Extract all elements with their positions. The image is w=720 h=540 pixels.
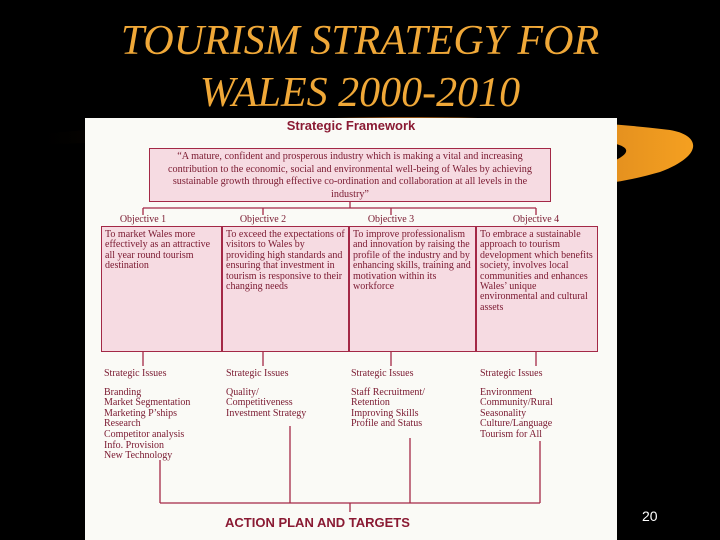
- issue-item: Market Segmentation: [104, 397, 191, 409]
- issue-item: Culture/Language: [480, 418, 553, 430]
- issue-item: Environment: [480, 386, 533, 398]
- objective-2-box: To exceed the expectations of visitors to Wales by providing high standards and ensuring that investment in tourism is responsive to their changing needs: [222, 226, 349, 352]
- issues-column-2: [226, 369, 306, 419]
- issue-item: Profile and Status: [351, 418, 423, 430]
- issue-item: Investment Strategy: [226, 407, 307, 419]
- issue-item: Community/Rural: [480, 397, 553, 409]
- issue-item: Branding: [104, 386, 142, 398]
- vision-statement: “A mature, confident and prosperous industry which is making a vital and increasing contribution to the economic, social and environmental well-being of Wales by achieving sustainable growth through effective co-ordination and collaboration at all levels in the industry”: [149, 148, 551, 202]
- objective-1-box: To market Wales more effectively as an attractive all year round tourism destination: [101, 226, 222, 352]
- objective-3-box: To improve professionalism and innovation by raising the profile of the industry and by enhancing skills, training and motivation within its workforce: [349, 226, 476, 352]
- issue-item: New Technology: [104, 450, 173, 462]
- issues-column-1: [104, 369, 190, 462]
- objective-1-label: Objective 1: [119, 214, 167, 225]
- issue-item: Competitor analysis: [104, 428, 185, 440]
- issue-item: Competitiveness: [226, 397, 293, 409]
- slide-title-line2: WALES 2000-2010: [199, 70, 521, 116]
- objective-3-label: Objective 3: [367, 214, 415, 225]
- issues-heading: Strategic Issues: [104, 368, 167, 379]
- strategic-framework-panel: [85, 118, 617, 540]
- issue-item: Seasonality: [480, 407, 527, 419]
- issue-item: Retention: [351, 397, 390, 409]
- issues-heading: Strategic Issues: [226, 368, 289, 379]
- issues-column-4: [480, 369, 553, 441]
- issue-item: Marketing P’ships: [104, 407, 178, 419]
- issue-item: Info. Provision: [104, 439, 164, 451]
- slide-title-line1: TOURISM STRATEGY FOR: [120, 18, 600, 64]
- objective-4-box: To embrace a sustainable approach to tourism development which benefits society, involves local communities and enhances Wales’ unique environmental and cultural assets: [476, 226, 598, 352]
- framework-title: Strategic Framework: [286, 118, 416, 133]
- issue-item: Staff Recruitment/: [351, 386, 425, 398]
- issue-item: Research: [104, 418, 141, 430]
- issues-column-3: [351, 369, 425, 430]
- page-number: 20: [642, 508, 658, 524]
- action-plan-label: ACTION PLAN AND TARGETS: [225, 515, 410, 530]
- issue-item: Tourism for All: [480, 428, 543, 440]
- objective-4-label: Objective 4: [512, 214, 560, 225]
- objective-2-label: Objective 2: [239, 214, 287, 225]
- issue-item: Improving Skills: [351, 407, 419, 419]
- issue-item: Quality/: [226, 386, 259, 398]
- issues-heading: Strategic Issues: [351, 368, 414, 379]
- issues-heading: Strategic Issues: [480, 368, 543, 379]
